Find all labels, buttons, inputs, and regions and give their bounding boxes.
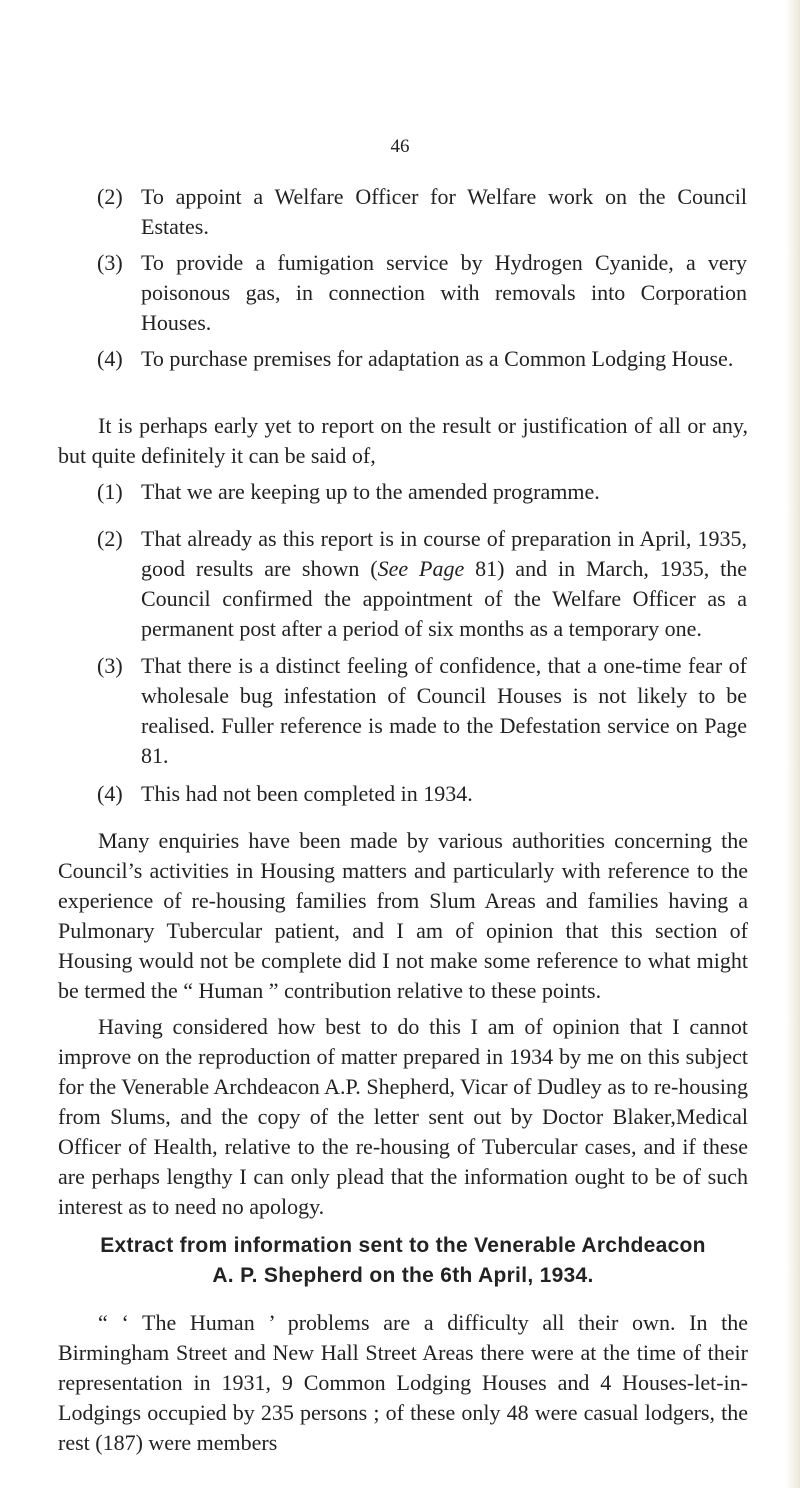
- extract-heading-line: A. P. Shepherd on the 6th April, 1934.: [212, 1264, 594, 1287]
- list-item-text: That we are keeping up to the amended programme.: [141, 479, 600, 504]
- extract-heading-line: Extract from information sent to the Venerable Archdeacon: [100, 1234, 706, 1257]
- page-reference: See Page: [377, 556, 465, 581]
- extract-heading: [58, 1231, 748, 1291]
- list-item-text: To appoint a Welfare Officer for Welfare work on the Council Estates.: [141, 184, 747, 239]
- list-item-number: (3): [97, 250, 123, 275]
- list-item-text-part: 81) and in March, 1935, the Council confirmed the appointment of the Welfare Officer as a permanent post after a period of six months as a temporary one.: [141, 556, 747, 641]
- having-considered-paragraph: Having considered how best to do this I am of opinion that I cannot improve on the reproduction of matter prepared in 1934 by me on this subject for the Venerable Archdeacon A.P. Shepherd, Vicar of Dudley as to re-housing from Slums, and the copy of the letter sent out by Doctor Blaker,Medical Officer of Health, relative to the re-housing of Tubercular cases, and if these are perhaps lengthy I can only plead that the information ought to be of such interest as to need no apology.: [58, 1014, 748, 1219]
- list-item-number: (1): [97, 479, 123, 504]
- list-item-number: (4): [97, 346, 123, 371]
- list-item: [97, 182, 747, 242]
- quote-paragraph: “ ‘ The Human ’ problems are a difficulty all their own. In the Birmingham Street and New Hall Street Areas there were at the time of their representation in 1931, 9 Common Lodging Houses and 4 Houses-let-in-Lodgings occupied by 235 persons ; of these only 48 were casual lodgers, the rest (187) were members: [58, 1310, 748, 1455]
- list-item-number: (4): [97, 781, 123, 806]
- enquiries-paragraph: Many enquiries have been made by various authorities concerning the Council’s activities in Housing matters and particularly with reference to the experience of re-housing families from Slum Areas and families having a Pulmonary Tubercular patient, and I am of opinion that this section of Housing would not be complete did I not make some reference to what might be termed the “ Human ” contribution relative to these points.: [58, 828, 748, 1003]
- list-item-text: That there is a distinct feeling of confidence, that a one-time fear of wholesale bug infestation of Council Houses is not likely to be realised. Fuller reference is made to the Defestation service on Page 81.: [141, 653, 747, 768]
- list-item: [97, 344, 747, 374]
- list-item-number: (2): [97, 184, 123, 209]
- list-item-text-part: That already as this report is in course of preparation in April, 1935, good results are shown (: [141, 526, 747, 581]
- list-item-text: [141, 524, 747, 644]
- list-item: [97, 651, 747, 771]
- list-item-number: (3): [97, 653, 123, 678]
- list-item: [97, 477, 747, 507]
- page-edge-shadow: [786, 0, 800, 1488]
- list-item: [97, 524, 747, 644]
- list-item-text: This had not been completed in 1934.: [141, 781, 473, 806]
- page-number: 46: [390, 136, 410, 157]
- list-item: [97, 248, 747, 338]
- list-item-text: To provide a fumigation service by Hydrogen Cyanide, a very poisonous gas, in connection with removals into Corporation Houses.: [141, 250, 747, 335]
- list-item-text: To purchase premises for adaptation as a Common Lodging House.: [141, 346, 734, 371]
- list-item: [97, 779, 747, 809]
- intro-paragraph: It is perhaps early yet to report on the result or justification of all or any, but quite definitely it can be said of,: [58, 413, 748, 468]
- list-item-number: (2): [97, 526, 123, 551]
